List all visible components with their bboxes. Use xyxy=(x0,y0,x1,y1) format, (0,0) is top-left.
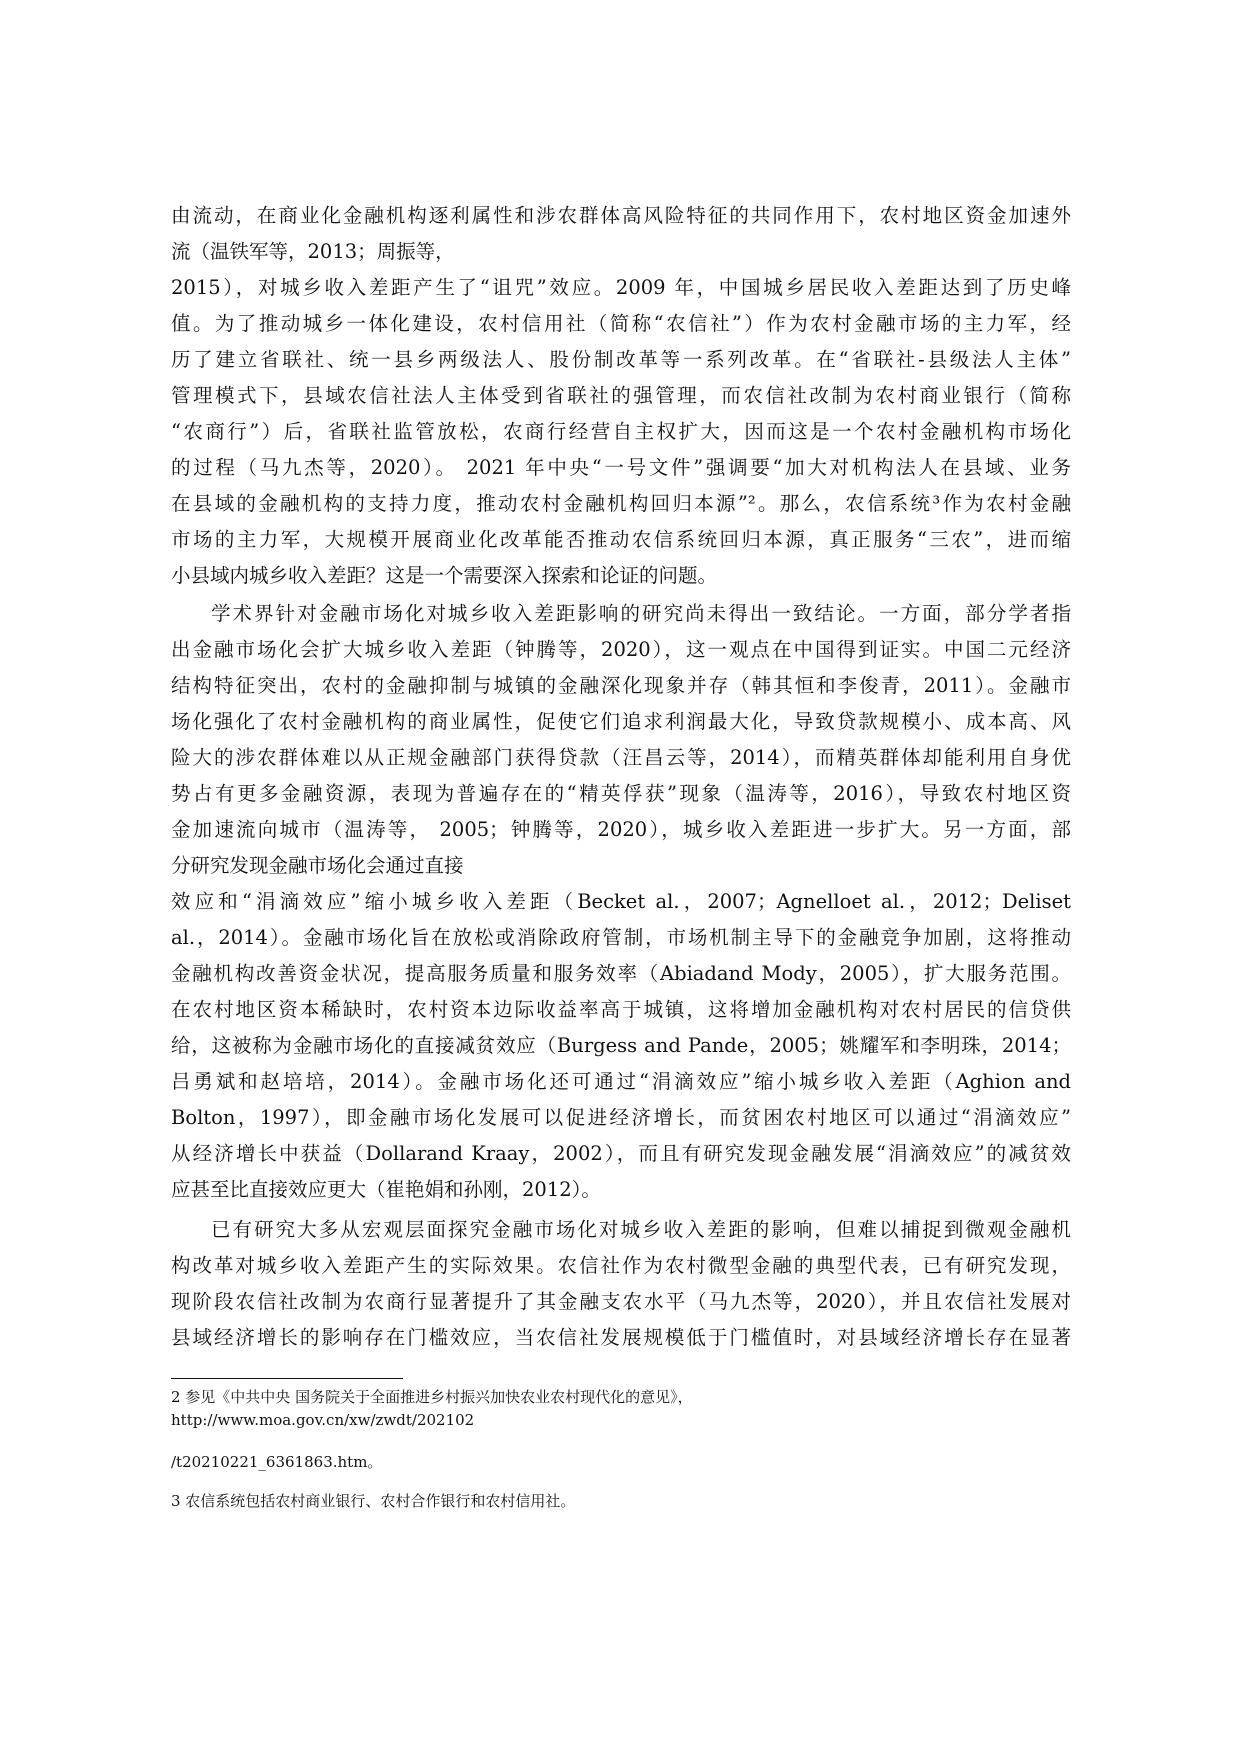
body-line: 出金融市场化会扩大城乡收入差距（钟腾等，2020），这一观点在中国得到证实。中国二元经济 xyxy=(171,638,1071,661)
body-line: 流（温铁军等，2013；周振等， xyxy=(171,240,455,263)
footnote-2-link-cont[interactable]: /t20210221_6361863.htm。 xyxy=(171,1453,383,1471)
body-line: 的过程（马九杰等，2020）。 2021 年中央“一号文件”强调要“加大对机构法人在县域、业务 xyxy=(171,456,1071,479)
body-line: 给，这被称为金融市场化的直接减贫效应（Burgess and Pande，2005；姚耀军和李明珠，2014； xyxy=(171,1034,1071,1057)
body-line: 吕勇斌和赵培培，2014）。金融市场化还可通过“涓滴效应”缩小城乡收入差距（Aghion and xyxy=(171,1070,1071,1093)
body-line: 县域经济增长的影响存在门槛效应，当农信社发展规模低于门槛值时，对县域经济增长存在显著 xyxy=(171,1326,1071,1349)
body-line: 效应和“涓滴效应”缩小城乡收入差距（Becket al.，2007；Agnelloet al.，2012；Deliset xyxy=(171,890,1071,913)
body-line: 2015），对城乡收入差距产生了“诅咒”效应。2009 年，中国城乡居民收入差距达到了历史峰 xyxy=(171,276,1071,299)
body-line: Bolton，1997），即金融市场化发展可以促进经济增长，而贫困农村地区可以通过“涓滴效应” xyxy=(171,1106,1071,1129)
body-line: 构改革对城乡收入差距产生的实际效果。农信社作为农村微型金融的典型代表，已有研究发现， xyxy=(171,1254,1071,1277)
body-line: 管理模式下，县域农信社法人主体受到省联社的强管理，而农信社改制为农村商业银行（简称 xyxy=(171,384,1071,407)
body-line: 学术界针对金融市场化对城乡收入差距影响的研究尚未得出一致结论。一方面，部分学者指 xyxy=(211,602,1071,625)
body-line: 在农村地区资本稀缺时，农村资本边际收益率高于城镇，这将增加金融机构对农村居民的信贷供 xyxy=(171,998,1071,1021)
body-line: 由流动，在商业化金融机构逐利属性和涉农群体高风险特征的共同作用下，农村地区资金加速外 xyxy=(171,204,1071,227)
body-line: “农商行”）后，省联社监管放松，农商行经营自主权扩大，因而这是一个农村金融机构市场化 xyxy=(171,420,1071,443)
document-page xyxy=(171,0,1071,1754)
body-line: 场化强化了农村金融机构的商业属性，促使它们追求利润最大化，导致贷款规模小、成本高、风 xyxy=(171,710,1071,733)
body-line: 从经济增长中获益（Dollarand Kraay，2002），而且有研究发现金融发展“涓滴效应”的减贫效 xyxy=(171,1142,1071,1165)
body-line: 势占有更多金融资源，表现为普遍存在的“精英俘获”现象（温涛等，2016），导致农村地区资 xyxy=(171,782,1071,805)
body-line: 已有研究大多从宏观层面探究金融市场化对城乡收入差距的影响，但难以捕捉到微观金融机 xyxy=(211,1218,1071,1241)
body-line: 金加速流向城市（温涛等， 2005；钟腾等，2020），城乡收入差距进一步扩大。另一方面，部 xyxy=(171,818,1071,841)
body-line: 应甚至比直接效应更大（崔艳娟和孙刚，2012）。 xyxy=(171,1178,601,1201)
body-line: 分研究发现金融市场化会通过直接 xyxy=(171,854,464,877)
body-line: 险大的涉农群体难以从正规金融部门获得贷款（汪昌云等，2014），而精英群体却能利用自身优 xyxy=(171,746,1071,769)
body-line: 小县域内城乡收入差距？这是一个需要深入探索和论证的问题。 xyxy=(171,564,718,587)
footnote-2-link[interactable]: http://www.moa.gov.cn/xw/zwdt/202102 xyxy=(171,1411,475,1429)
body-line: 历了建立省联社、统一县乡两级法人、股份制改革等一系列改革。在“省联社-县级法人主体” xyxy=(171,348,1071,371)
footnote-3: 3 农信系统包括农村商业银行、农村合作银行和农村信用社。 xyxy=(171,1492,576,1510)
body-line: al.，2014）。金融市场化旨在放松或消除政府管制，市场机制主导下的金融竞争加剧，这将推动 xyxy=(171,926,1071,949)
footnote-2: 2 参见《中共中央 国务院关于全面推进乡村振兴加快农业农村现代化的意见》， xyxy=(171,1388,693,1406)
body-line: 现阶段农信社改制为农商行显著提升了其金融支农水平（马九杰等，2020），并且农信社发展对 xyxy=(171,1290,1071,1313)
body-line: 市场的主力军，大规模开展商业化改革能否推动农信系统回归本源，真正服务“三农”，进而缩 xyxy=(171,528,1071,551)
body-line: 结构特征突出，农村的金融抑制与城镇的金融深化现象并存（韩其恒和李俊青，2011）。金融市 xyxy=(171,674,1071,697)
body-line: 在县域的金融机构的支持力度，推动农村金融机构回归本源”²。那么，农信系统³作为农村金融 xyxy=(171,492,1071,515)
body-line: 金融机构改善资金状况，提高服务质量和服务效率（Abiadand Mody，2005），扩大服务范围。 xyxy=(171,962,1071,985)
body-line: 值。为了推动城乡一体化建设，农村信用社（简称“农信社”）作为农村金融市场的主力军，经 xyxy=(171,312,1071,335)
footnote-separator xyxy=(171,1378,403,1379)
